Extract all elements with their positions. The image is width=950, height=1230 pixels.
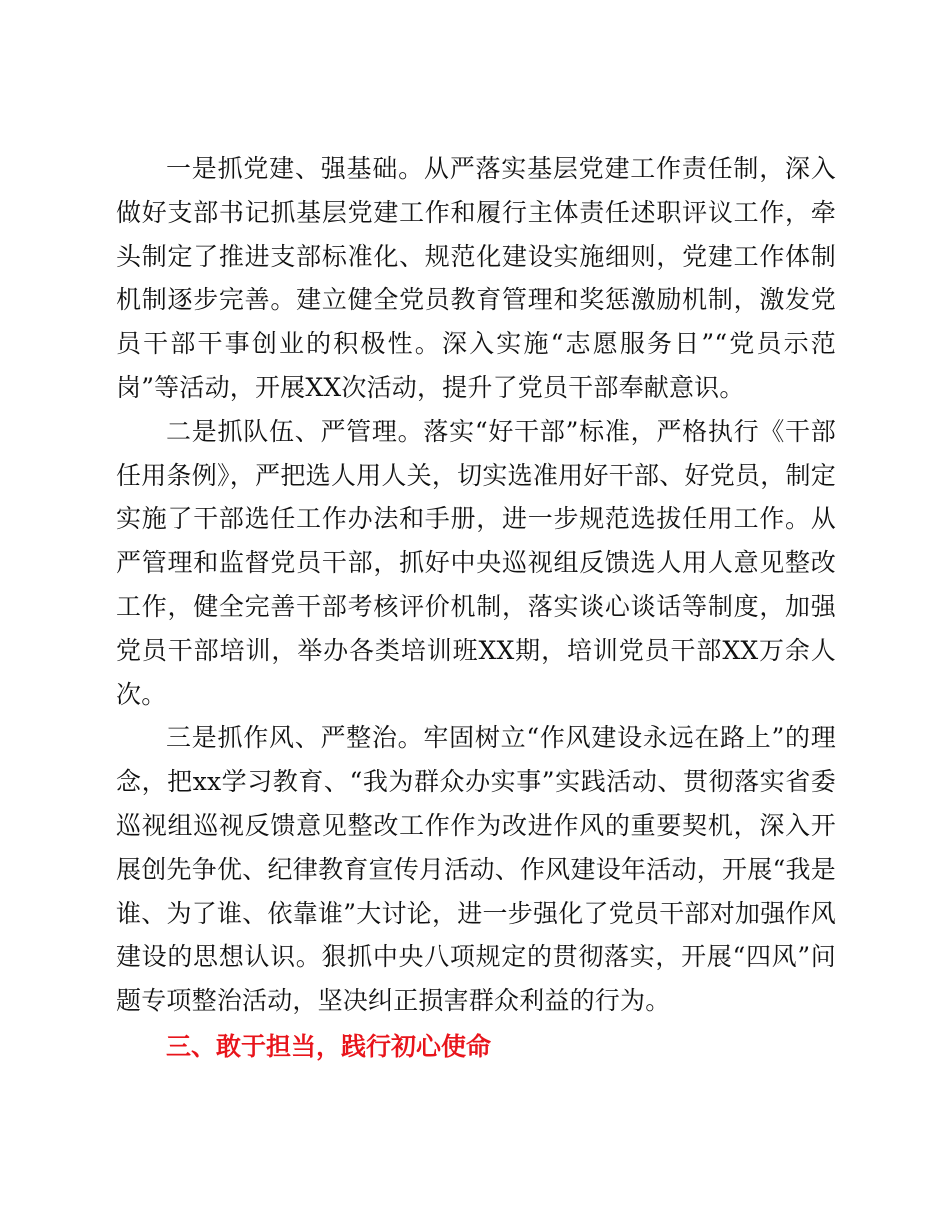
section-heading: 三、敢于担当，践行初心使命: [166, 1031, 492, 1061]
paragraph-team-management: 二是抓队伍、严管理。落实“好干部”标准，严格执行《干部任用条例》，严把选人用人关，切实选准用好干部、好党员，制定实施了干部选任工作办法和手册，进一步规范选拔任用工作。从严管理和监督党员干部，抓好中央巡视组反馈选人用人意见整改工作，健全完善干部考核评价机制，落实谈心谈话等制度，加强党员干部培训，举办各类培训班XX期，培训党员干部XX万余人次。: [116, 416, 836, 709]
document-body: [116, 147, 836, 1070]
paragraph-party-building: 一是抓党建、强基础。从严落实基层党建工作责任制，深入做好支部书记抓基层党建工作和履行主体责任述职评议工作，牵头制定了推进支部标准化、规范化建设实施细则，党建工作体制机制逐步完善。建立健全党员教育管理和奖惩激励机制，激发党员干部干事创业的积极性。深入实施“志愿服务日”“党员示范岗”等活动，开展XX次活动，提升了党员干部奉献意识。: [116, 154, 836, 402]
paragraph-work-style: 三是抓作风、严整治。牢固树立“作风建设永远在路上”的理念，把xx学习教育、“我为群众办实事”实践活动、贯彻落实省委巡视组巡视反馈意见整改工作作为改进作风的重要契机，深入开展创先争优、纪律教育宣传月活动、作风建设年活动，开展“我是谁、为了谁、依靠谁”大讨论，进一步强化了党员干部对加强作风建设的思想认识。狠抓中央八项规定的贯彻落实，开展“四风”问题专项整治活动，坚决纠正损害群众利益的行为。: [116, 723, 836, 1016]
